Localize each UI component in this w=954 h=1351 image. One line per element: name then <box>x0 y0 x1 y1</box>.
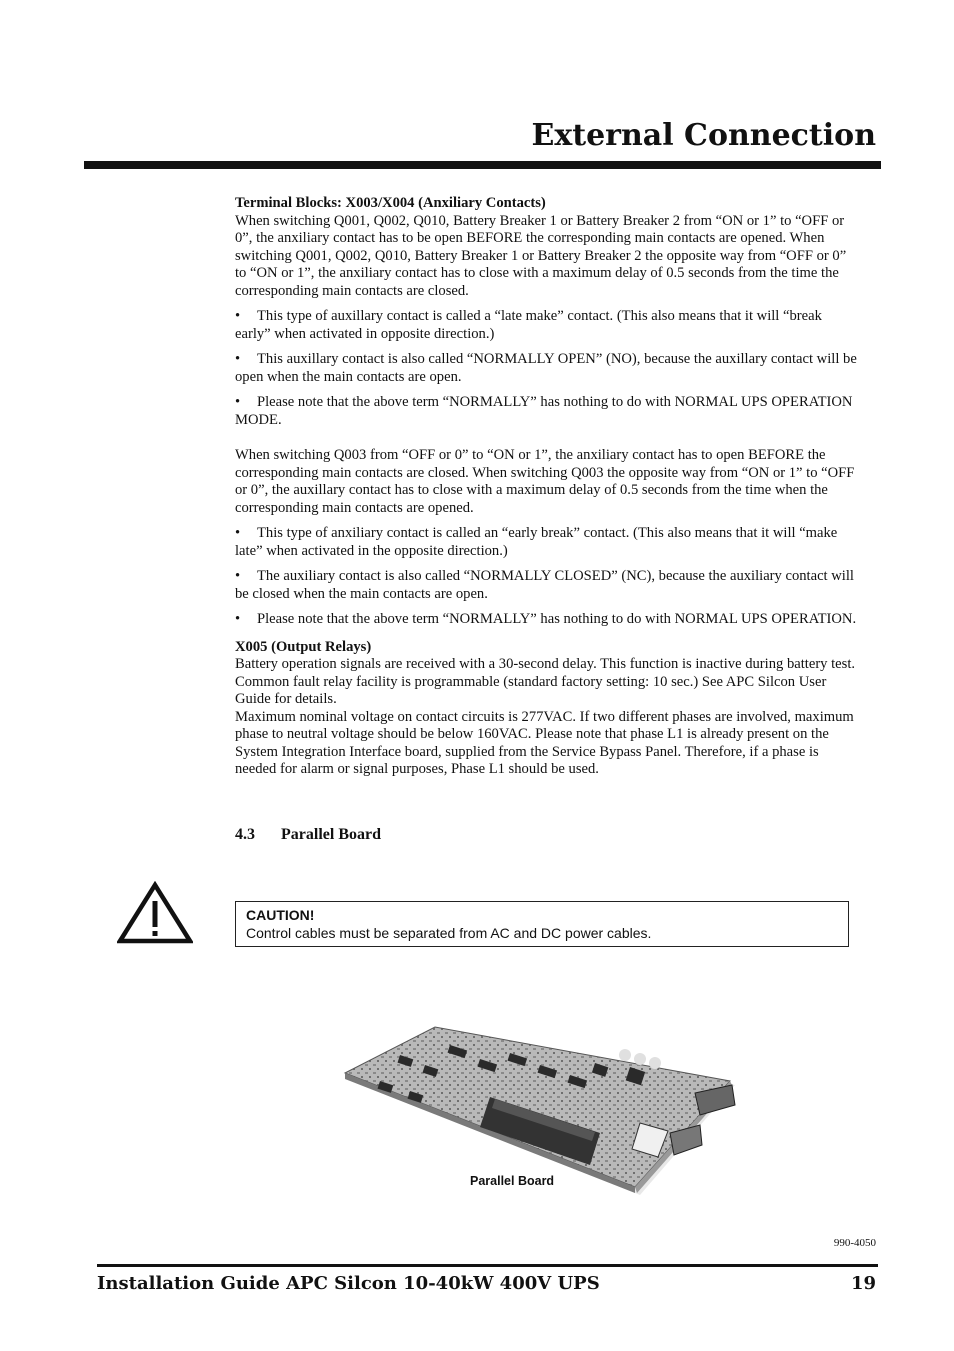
bullet-text: Please note that the above term “NORMALLY” has nothing to do with NORMAL UPS OPERATION. <box>257 611 857 627</box>
bullet-symbol: • <box>235 525 241 541</box>
bullet-symbol: • <box>235 308 241 324</box>
warning-triangle-icon <box>117 881 193 945</box>
bullet-item <box>235 394 860 429</box>
bullet-symbol: • <box>235 351 241 367</box>
bullet-item <box>235 525 860 560</box>
terminal-blocks-heading: Terminal Blocks: X003/X004 (Anxiliary Contacts) <box>235 195 546 211</box>
chapter-title: External Connection <box>531 118 876 153</box>
bullet-text: Please note that the above term “NORMALLY” has nothing to do with NORMAL UPS OPERATION MODE. <box>235 394 853 428</box>
section-number: 4.3 <box>235 826 255 843</box>
body-content <box>235 195 860 779</box>
bullet-item <box>235 308 860 343</box>
bullet-symbol: • <box>235 611 241 627</box>
bullet-text: The auxiliary contact is also called “NORMALLY CLOSED” (NC), because the auxiliary contact will be closed when the main contacts are open. <box>235 568 854 602</box>
bullet-item <box>235 568 860 603</box>
bullet-text: This type of auxillary contact is called a “late make” contact. (This also means that it will “break early” when activated in opposite direction.) <box>235 308 822 342</box>
doc-number: 990-4050 <box>833 1237 876 1249</box>
bullet-item <box>235 351 860 386</box>
page-number: 19 <box>850 1273 876 1294</box>
terminal-blocks-paragraph-2: When switching Q003 from “OFF or 0” to “ON or 1”, the anxiliary contact has to open BEFORE the corresponding main contacts are closed. When switching Q003 the opposite way from “ON or 1” to “OFF or 0”, the auxillary contact has to close with a maximum delay of 0.5 seconds from the time when the corresponding main contacts are opened. <box>235 447 855 516</box>
bullet-text: This type of anxiliary contact is called an “early break” contact. (This also means that it will “make late” when activated in the opposite direction.) <box>235 525 838 559</box>
section-heading <box>235 826 381 844</box>
caution-title: CAUTION! <box>246 907 315 923</box>
bullet-symbol: • <box>235 568 241 584</box>
bullet-symbol: • <box>235 394 241 410</box>
bullet-text: This auxillary contact is also called “NORMALLY OPEN” (NO), because the auxillary contact will be open when the main contacts are open. <box>235 351 857 385</box>
parallel-board-image <box>340 1015 740 1200</box>
footer-guide-title: Installation Guide APC Silcon 10-40kW 400V UPS <box>97 1273 600 1294</box>
caution-box <box>235 901 849 947</box>
bullet-item <box>235 611 860 629</box>
title-rule <box>84 161 881 169</box>
terminal-blocks-intro: When switching Q001, Q002, Q010, Battery Breaker 1 or Battery Breaker 2 from “ON or 1” to “OFF or 0”, the anxiliary contact has to be open BEFORE the corresponding main contacts are opened. When switching Q001, Q002, Q010, Battery Breaker 1 or Battery Breaker 2 the opposite way from “OFF or 0” to “ON or 1”, the anxiliary contact has to close with a maximum delay of 0.5 seconds from the time the corresponding main contacts are closed. <box>235 212 847 299</box>
section-title: Parallel Board <box>281 826 381 843</box>
figure-caption: Parallel Board <box>470 1174 555 1188</box>
output-relays-paragraph-2: Maximum nominal voltage on contact circuits is 277VAC. If two different phases are involved, maximum phase to neutral voltage should be below 160VAC. Please note that phase L1 is already present on the System Integration Interface board, supplied from the Service Bypass Panel. Therefore, if a phase is needed for alarm or signal purposes, Phase L1 should be used. <box>235 708 854 777</box>
footer-rule <box>97 1264 878 1267</box>
output-relays-heading: X005 (Output Relays) <box>235 638 372 655</box>
caution-text: Control cables must be separated from AC and DC power cables. <box>246 925 652 941</box>
output-relays-paragraph-1: Battery operation signals are received with a 30-second delay. This function is inactive during battery test. Common fault relay facility is programmable (standard factory setting: 10 sec.) See APC Silcon User Guide for details. <box>235 656 856 707</box>
